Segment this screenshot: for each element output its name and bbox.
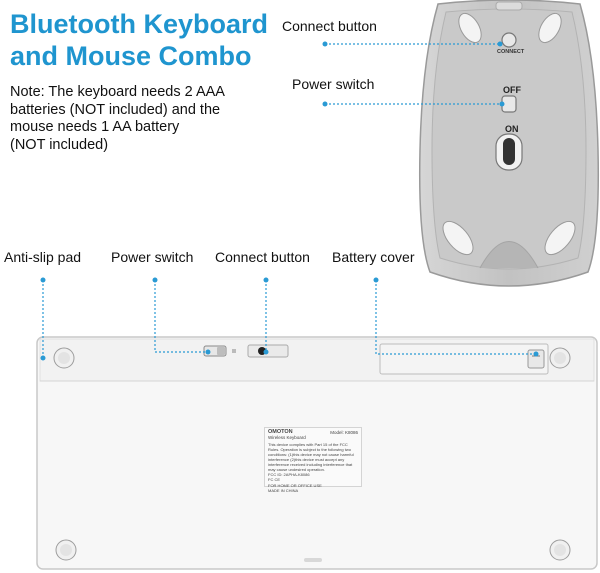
- product-label-sticker: [264, 427, 362, 493]
- title-line-1: Bluetooth Keyboard: [10, 9, 269, 39]
- mouse-power-switch-label: Power switch: [292, 76, 375, 92]
- sticker-footer-right: MADE IN CHINA: [268, 488, 299, 493]
- sticker-model: Model: K8086: [330, 430, 358, 435]
- note-line-2: batteries (NOT included) and the: [10, 101, 221, 118]
- mouse-power-switch-icon: [502, 96, 516, 112]
- keyboard-power-switch-label: Power switch: [111, 249, 194, 265]
- battery-note: [10, 84, 270, 154]
- mouse-off-marking: OFF: [503, 85, 521, 95]
- mouse-connect-button-icon: [502, 33, 516, 47]
- mouse-front-slot: [496, 2, 522, 10]
- mouse-on-marking: ON: [505, 124, 519, 134]
- sticker-product: Wireless Keyboard: [268, 435, 306, 440]
- sticker-footer: [268, 483, 358, 493]
- sticker-marks: FC CE: [268, 477, 280, 482]
- product-title: [10, 8, 268, 72]
- sticker-fcc-id: FCC ID: 2APHA-K8086: [268, 472, 310, 477]
- note-line-3: mouse needs 1 AA battery: [10, 119, 180, 135]
- keyboard-connect-button-icon: [248, 345, 288, 357]
- keyboard-connect-button-label: Connect button: [215, 249, 310, 265]
- mouse-connect-button-label: Connect button: [282, 18, 377, 34]
- mouse-sensor-icon: [503, 138, 515, 165]
- title-line-2: and Mouse Combo: [10, 41, 252, 71]
- keyboard-bottom-notch: [304, 558, 322, 562]
- mouse-connect-marking: CONNECT: [497, 49, 525, 55]
- battery-cover-icon: [380, 344, 548, 374]
- note-line-1: Note: The keyboard needs 2 AAA: [10, 84, 225, 100]
- sticker-brand: OMOTON: [268, 429, 293, 435]
- sticker-fcc-text: This device complies with Part 15 of the FCC Rules. Operation is subject to the following two conditions: (1)this device may not cause harmful interference (2)this device must accept any interference received including interference that may cause undesired operation.: [268, 442, 354, 472]
- note-line-4: (NOT included): [10, 136, 109, 153]
- battery-cover-label: Battery cover: [332, 249, 415, 265]
- mouse-illustration: [418, 0, 600, 290]
- anti-slip-pad-label: Anti-slip pad: [4, 249, 82, 265]
- sticker-footer-left: FOR HOME OR OFFICE USE: [268, 483, 322, 488]
